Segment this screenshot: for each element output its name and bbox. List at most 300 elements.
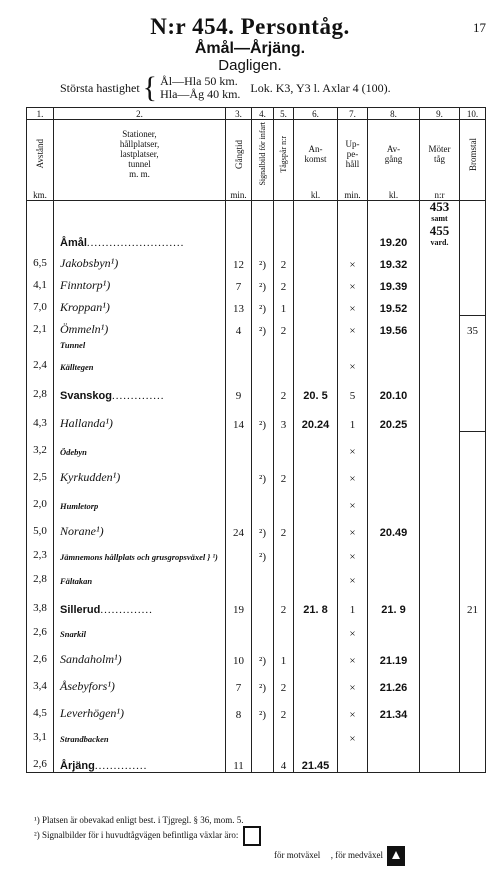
station-name: Strandbacken: [60, 734, 109, 744]
runtime-cell: 12: [226, 249, 252, 271]
arrival-cell: [294, 201, 338, 250]
colnum: 10.: [460, 108, 486, 120]
runtime-cell: 14: [226, 402, 252, 431]
distance-cell: 3,4: [27, 667, 54, 694]
runtime-cell: 4: [226, 315, 252, 337]
meets-cell: [420, 458, 460, 485]
page-number: 17: [473, 20, 486, 35]
table-row: [27, 249, 486, 271]
unit-km: km.: [27, 188, 54, 201]
stop-cell: 1: [338, 587, 368, 616]
station-name: Sillerud: [60, 604, 101, 616]
station-name: Källtegen: [60, 362, 94, 372]
brake-cell: [460, 402, 486, 431]
runtime-cell: 24: [226, 512, 252, 539]
meets-cell: [420, 201, 460, 250]
brake-cell: 35: [460, 315, 486, 337]
timetable-body: [27, 201, 486, 773]
station-cell: [54, 271, 226, 293]
departure-cell: [368, 539, 420, 563]
distance-cell: 2,5: [27, 458, 54, 485]
table-row: [27, 667, 486, 694]
footnote-2: [34, 826, 407, 846]
table-row: [27, 431, 486, 458]
footnote-2-text: ²) Signalbilder för i huvudtågvägen befintliga växlar äro:: [34, 830, 239, 841]
arrival-cell: [294, 293, 338, 315]
unit-min: min.: [338, 188, 368, 201]
meets-cell: [420, 373, 460, 402]
signal-cell: ²): [252, 249, 274, 271]
station-cell: [54, 351, 226, 373]
distance-cell: 3,8: [27, 587, 54, 616]
station-cell: [54, 337, 226, 351]
footnote-1: ¹) Platsen är obevakad enligt best. i Tjgregl. § 36, mom. 5.: [34, 815, 244, 825]
stop-cell: ×: [338, 563, 368, 587]
stop-cell: 5: [338, 373, 368, 402]
station-cell: [54, 512, 226, 539]
speed-line-1: Ål—Hla 50 km.: [160, 74, 238, 88]
distance-cell: 3,2: [27, 431, 54, 458]
table-row: [27, 373, 486, 402]
meets-cell: [420, 402, 460, 431]
station-cell: [54, 458, 226, 485]
track-cell: 2: [274, 667, 294, 694]
meets-cell: [420, 721, 460, 745]
distance-cell: 4,5: [27, 694, 54, 721]
distance-cell: 2,0: [27, 485, 54, 512]
arrival-cell: [294, 694, 338, 721]
distance-cell: 2,8: [27, 563, 54, 587]
station-cell: [54, 431, 226, 458]
brake-cell: [460, 373, 486, 402]
departure-cell: [368, 458, 420, 485]
distance-cell: 6,5: [27, 249, 54, 271]
distance-cell: 2,4: [27, 351, 54, 373]
table-row: [27, 458, 486, 485]
loco-info: Lok. K3, Y3 l. Axlar 4 (100).: [250, 80, 391, 95]
runtime-cell: [226, 337, 252, 351]
colnum: 6.: [294, 108, 338, 120]
meets-cell: [420, 587, 460, 616]
meets-cell: [420, 337, 460, 351]
station-name: Årjäng: [60, 759, 95, 772]
meets-cell: [420, 616, 460, 640]
arrival-cell: [294, 539, 338, 563]
station-cell: [54, 667, 226, 694]
runtime-cell: [226, 201, 252, 250]
runtime-cell: [226, 721, 252, 745]
station-name: Humletorp: [60, 501, 99, 511]
distance-cell: 4,3: [27, 402, 54, 431]
runtime-cell: [226, 485, 252, 512]
table-row: [27, 539, 486, 563]
station-cell: [54, 587, 226, 616]
stop-cell: ×: [338, 458, 368, 485]
header-moter: Möter tåg: [420, 120, 460, 189]
header-avstand: Avstånd: [35, 139, 45, 169]
brake-cell: [460, 201, 486, 250]
signal-cell: ²): [252, 458, 274, 485]
footnote-2-continued: [34, 846, 407, 866]
timetable: [26, 107, 486, 773]
arrival-cell: 20. 5: [294, 373, 338, 402]
meets-cell: [420, 640, 460, 667]
station-name: Snarkil: [60, 629, 86, 639]
distance-cell: 2,3: [27, 539, 54, 563]
track-cell: [274, 539, 294, 563]
stop-cell: ×: [338, 640, 368, 667]
table-row: [27, 271, 486, 293]
track-cell: 3: [274, 402, 294, 431]
track-cell: [274, 431, 294, 458]
track-cell: 2: [274, 587, 294, 616]
signal-cell: ²): [252, 293, 274, 315]
departure-cell: 19.39: [368, 271, 420, 293]
station-name: Norane¹): [60, 524, 104, 538]
table-row: [27, 721, 486, 745]
runtime-cell: [226, 616, 252, 640]
meets-cell: [420, 249, 460, 271]
signal-cell: [252, 373, 274, 402]
stop-cell: ×: [338, 271, 368, 293]
runtime-cell: [226, 431, 252, 458]
brake-cell: [460, 485, 486, 512]
distance-cell: 5,0: [27, 512, 54, 539]
meets-cell: [420, 694, 460, 721]
header-tagspar: Tågspår n:r: [278, 135, 288, 173]
departure-cell: 21.34: [368, 694, 420, 721]
meets-cell: [420, 485, 460, 512]
station-cell: [54, 293, 226, 315]
column-number-row: [27, 108, 486, 120]
table-row: [27, 563, 486, 587]
meets-cell: [420, 512, 460, 539]
departure-cell: 21.19: [368, 640, 420, 667]
departure-cell: [368, 745, 420, 772]
signal-cell: [252, 616, 274, 640]
track-cell: 4: [274, 745, 294, 772]
runtime-cell: [226, 563, 252, 587]
stop-cell: ×: [338, 694, 368, 721]
brake-cell: [460, 667, 486, 694]
runtime-cell: [226, 539, 252, 563]
departure-cell: [368, 431, 420, 458]
arrival-cell: [294, 640, 338, 667]
stop-cell: ×: [338, 485, 368, 512]
brake-cell: [460, 293, 486, 315]
colnum: 3.: [226, 108, 252, 120]
arrival-cell: [294, 512, 338, 539]
arrival-cell: [294, 616, 338, 640]
stop-cell: ×: [338, 539, 368, 563]
station-cell: [54, 485, 226, 512]
signal-cell: [252, 587, 274, 616]
table-row: [27, 587, 486, 616]
track-cell: [274, 563, 294, 587]
station-name: Kroppan¹): [60, 300, 110, 314]
leader-dots: ..............: [100, 604, 153, 616]
signal-cell: ²): [252, 694, 274, 721]
brake-cell: [460, 351, 486, 373]
arrival-cell: [294, 351, 338, 373]
stop-cell: [338, 745, 368, 772]
station-name: Ödebyn: [60, 447, 87, 457]
arrival-cell: [294, 458, 338, 485]
meets-line: vard.: [430, 238, 449, 247]
meets-line: 455: [429, 223, 450, 238]
header-gangtid: Gångtid: [233, 139, 244, 169]
station-cell: [54, 201, 226, 250]
brace-glyph: {: [142, 71, 158, 104]
motvaxel-signal-icon: [243, 826, 261, 846]
runtime-cell: [226, 458, 252, 485]
header-row: [27, 120, 486, 189]
brake-cell: 21: [460, 587, 486, 616]
signal-cell: [252, 485, 274, 512]
speed-info: [60, 71, 391, 104]
route-heading: Åmål—Årjäng.: [194, 40, 306, 57]
brake-cell: [460, 512, 486, 539]
stop-cell: ×: [338, 616, 368, 640]
meets-line: 453: [429, 199, 450, 214]
station-name: Jakobsbyn¹): [60, 256, 119, 270]
table-row: [27, 293, 486, 315]
signal-cell: [252, 563, 274, 587]
colnum: 2.: [54, 108, 226, 120]
station-cell: [54, 563, 226, 587]
signal-cell: ²): [252, 402, 274, 431]
arrival-cell: [294, 337, 338, 351]
table-row: [27, 402, 486, 431]
station-cell: [54, 694, 226, 721]
footnote-medvaxel: , för medväxel: [330, 850, 383, 861]
track-cell: [274, 721, 294, 745]
brake-cell: [460, 249, 486, 271]
track-cell: 2: [274, 512, 294, 539]
leader-dots: ..............: [111, 390, 165, 402]
brake-cell: [460, 694, 486, 721]
departure-cell: 19.52: [368, 293, 420, 315]
table-row: [27, 485, 486, 512]
distance-cell: 2,8: [27, 373, 54, 402]
signal-cell: ²): [252, 512, 274, 539]
track-cell: 2: [274, 315, 294, 337]
signal-cell: [252, 337, 274, 351]
brake-cell: [460, 337, 486, 351]
colnum: 1.: [27, 108, 54, 120]
station-name: Jämnemons hållplats och grusgropsväxel } ¹): [60, 552, 218, 562]
station-cell: [54, 745, 226, 772]
stop-cell: ×: [338, 431, 368, 458]
arrival-cell: [294, 485, 338, 512]
table-row: [27, 337, 486, 351]
page-title: N:r 454. Persontåg.: [150, 14, 350, 39]
runtime-cell: 19: [226, 587, 252, 616]
departure-cell: [368, 721, 420, 745]
arrival-cell: 21.45: [294, 745, 338, 772]
brake-cell: [460, 539, 486, 563]
table-row: [27, 640, 486, 667]
signal-cell: ²): [252, 539, 274, 563]
brake-cell: [460, 271, 486, 293]
distance-cell: 2,6: [27, 616, 54, 640]
departure-cell: 21.26: [368, 667, 420, 694]
table-row: [27, 694, 486, 721]
meets-cell: [420, 745, 460, 772]
station-name: Åsebyfors¹): [60, 679, 115, 693]
station-name: Åmål: [60, 237, 87, 249]
departure-cell: 19.20: [368, 201, 420, 250]
track-cell: [274, 616, 294, 640]
stop-cell: ×: [338, 721, 368, 745]
departure-cell: 20.49: [368, 512, 420, 539]
header-bromstal: Bromstal: [467, 137, 478, 171]
colnum: 4.: [252, 108, 274, 120]
meets-cell: [420, 539, 460, 563]
track-cell: 2: [274, 271, 294, 293]
arrival-cell: [294, 721, 338, 745]
runtime-cell: 13: [226, 293, 252, 315]
distance-cell: [27, 337, 54, 351]
frequency-label: Dagligen.: [218, 57, 282, 74]
table-row: [27, 351, 486, 373]
station-name: Leverhögen¹): [60, 706, 125, 720]
unit-kl: kl.: [294, 188, 338, 201]
arrival-cell: [294, 315, 338, 337]
signal-cell: [252, 721, 274, 745]
meets-line: samt: [431, 214, 448, 223]
track-cell: [274, 201, 294, 250]
distance-cell: 2,6: [27, 745, 54, 772]
brake-cell: [460, 640, 486, 667]
leader-dots: ..........................: [86, 237, 185, 249]
distance-cell: [27, 201, 54, 250]
runtime-cell: 7: [226, 667, 252, 694]
stop-cell: ×: [338, 293, 368, 315]
brake-cell: [460, 721, 486, 745]
station-cell: [54, 640, 226, 667]
station-cell: [54, 721, 226, 745]
stop-cell: ×: [338, 512, 368, 539]
arrival-cell: [294, 249, 338, 271]
colnum: 9.: [420, 108, 460, 120]
runtime-cell: 9: [226, 373, 252, 402]
table-row: [27, 745, 486, 772]
runtime-cell: 8: [226, 694, 252, 721]
colnum: 5.: [274, 108, 294, 120]
meets-cell: [420, 431, 460, 458]
station-name: Kyrkudden¹): [60, 470, 121, 484]
signal-cell: ²): [252, 315, 274, 337]
track-cell: [274, 351, 294, 373]
station-cell: [54, 315, 226, 337]
stop-cell: ×: [338, 315, 368, 337]
arrival-cell: [294, 563, 338, 587]
unit-nr: n:r: [420, 188, 460, 201]
units-row: [27, 188, 486, 201]
stop-cell: [338, 337, 368, 351]
arrival-cell: [294, 431, 338, 458]
colnum: 7.: [338, 108, 368, 120]
departure-cell: [368, 351, 420, 373]
distance-cell: 7,0: [27, 293, 54, 315]
table-row: [27, 616, 486, 640]
runtime-cell: [226, 351, 252, 373]
arrival-cell: 21. 8: [294, 587, 338, 616]
departure-cell: 19.32: [368, 249, 420, 271]
distance-cell: 2,1: [27, 315, 54, 337]
meets-cell: [420, 315, 460, 337]
signal-cell: [252, 351, 274, 373]
stop-cell: ×: [338, 351, 368, 373]
meets-cell: [420, 351, 460, 373]
table-row: [27, 201, 486, 250]
departure-cell: 20.25: [368, 402, 420, 431]
signal-cell: [252, 431, 274, 458]
meets-cell: [420, 563, 460, 587]
arrival-cell: [294, 667, 338, 694]
footnote-motvaxel: för motväxel: [274, 850, 321, 861]
meets-cell: [420, 667, 460, 694]
signal-cell: ²): [252, 271, 274, 293]
stop-cell: ×: [338, 667, 368, 694]
track-cell: [274, 337, 294, 351]
signal-cell: ²): [252, 667, 274, 694]
distance-cell: 3,1: [27, 721, 54, 745]
departure-cell: 20.10: [368, 373, 420, 402]
track-cell: 1: [274, 293, 294, 315]
header-stations: Stationer, hållplatser, lastplatser, tunnel m. m.: [54, 120, 226, 189]
track-cell: 2: [274, 458, 294, 485]
station-cell: [54, 402, 226, 431]
station-name: Sandaholm¹): [60, 652, 122, 666]
arrival-cell: [294, 271, 338, 293]
arrival-cell: 20.24: [294, 402, 338, 431]
signal-cell: ²): [252, 640, 274, 667]
speed-line-2: Hla—Åg 40 km.: [160, 87, 241, 101]
brake-cell: [460, 431, 486, 458]
unit-kl: kl.: [368, 188, 420, 201]
track-cell: 2: [274, 249, 294, 271]
brake-cell: [460, 745, 486, 772]
station-name: Ömmeln¹): [60, 322, 109, 336]
stop-cell: 1: [338, 402, 368, 431]
runtime-cell: 11: [226, 745, 252, 772]
distance-cell: 2,6: [27, 640, 54, 667]
header-uppehall: Up- pe- håll: [338, 120, 368, 189]
meets-cell: [420, 293, 460, 315]
meets-cell: [420, 271, 460, 293]
station-name: Svanskog: [60, 390, 112, 402]
speed-label: Största hastighet: [60, 80, 140, 95]
stop-cell: ×: [338, 249, 368, 271]
signal-cell: [252, 745, 274, 772]
header-signal: Signalbild för infart: [257, 122, 267, 186]
table-row: [27, 315, 486, 337]
station-name: Tunnel: [60, 340, 86, 350]
departure-cell: 21. 9: [368, 587, 420, 616]
departure-cell: [368, 485, 420, 512]
footnotes: [34, 815, 407, 866]
track-cell: 1: [274, 640, 294, 667]
station-cell: [54, 539, 226, 563]
track-cell: 2: [274, 373, 294, 402]
unit-min: min.: [226, 188, 252, 201]
leader-dots: ..............: [94, 759, 148, 772]
speed-lines: [160, 75, 240, 101]
departure-cell: 19.56: [368, 315, 420, 337]
runtime-cell: 7: [226, 271, 252, 293]
